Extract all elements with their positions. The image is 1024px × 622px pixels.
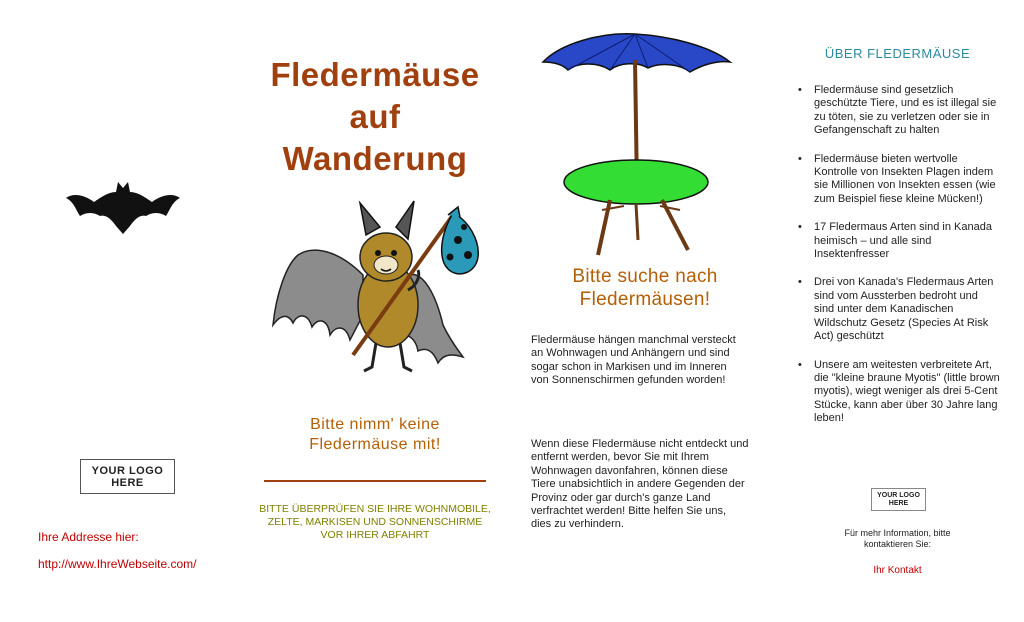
title-line-1: Fledermäuse	[270, 56, 480, 93]
fact-text: Drei von Kanada's Fledermaus Arten sind vom Aussterben bedroht und sind unter dem Kanadischen Wildschutz Gesetz (Species At Risk Act) geschützt	[814, 276, 994, 343]
logo-line-1: YOUR LOGO	[877, 491, 920, 499]
traveling-bat-illustration	[268, 195, 488, 380]
about-heading: ÜBER FLEDERMÄUSE	[824, 46, 971, 61]
bullet: •	[798, 221, 802, 234]
address-label: Ihre Addresse hier:	[38, 530, 139, 544]
contact-link[interactable]: Ihr Kontakt	[873, 565, 922, 576]
search-heading-line-2: Fledermäusen!	[579, 289, 711, 310]
logo-placeholder-small	[871, 488, 926, 511]
logo-line-2: HERE	[888, 499, 909, 507]
check-notice-line-2: ZELTE, MARKISEN UND SONNENSCHIRME	[267, 516, 483, 528]
paragraph-relocation: Wenn diese Fledermäuse nicht entdeckt und entfernt werden, bevor Sie mit Ihrem Wohnwagen davonfahren, können diese Tiere unabsichtlich in andere Gegenden der Provinz oder gar durch's ganze Land verfrachtet werden! Bitte helfen Sie uns, dies zu verhindern.	[531, 438, 749, 531]
logo-line-2: HERE	[111, 476, 144, 489]
paragraph-hiding-spots: Fledermäuse hängen manchmal versteckt an Wohnwagen und Anhängern und sind sogar schon in Markisen und im Inneren von Sonnenschirmen gefunden worden!	[531, 334, 736, 387]
logo-placeholder	[80, 459, 175, 494]
fact-text: Unsere am weitesten verbreitete Art, die "kleine braune Myotis" (little brown myotis), wiegt weniger als drei 5-Cent Stücke, kann aber über 30 Jahre lang leben!	[814, 358, 1000, 425]
fact-text: 17 Fledermaus Arten sind in Kanada heimisch – und alle sind Insektenfresser	[814, 221, 992, 261]
bullet: •	[798, 358, 802, 371]
title-line-3: Wanderung	[282, 140, 468, 177]
facts-list	[796, 84, 1001, 441]
take-none-message	[260, 415, 490, 455]
list-item	[796, 359, 1001, 426]
check-notice	[258, 503, 492, 542]
list-item	[796, 221, 1001, 261]
more-info-text: Für mehr Information, bitte kontaktieren Sie:	[844, 528, 951, 549]
bat-silhouette-icon	[64, 180, 182, 236]
list-item	[796, 276, 1001, 343]
logo-line-1: YOUR LOGO	[91, 464, 164, 477]
bullet: •	[798, 84, 802, 96]
list-item	[796, 153, 1001, 207]
check-notice-line-3: VOR IHRER ABFAHRT	[320, 529, 430, 541]
check-notice-line-1: BITTE ÜBERPRÜFEN SIE IHRE WOHNMOBILE,	[259, 503, 491, 515]
bullet: •	[798, 276, 802, 289]
website-link[interactable]: http://www.IhreWebseite.com/	[38, 557, 197, 571]
bullet: •	[798, 152, 802, 165]
list-item	[796, 84, 1001, 138]
page-title	[250, 54, 500, 180]
fact-text: Fledermäuse bieten wertvolle Kontrolle von Insekten Plagen indem sie Millionen von Insekten essen (wie zum Beispiel fiese kleine Mücken!)	[814, 152, 996, 205]
take-none-line-2: Fledermäuse mit!	[309, 436, 441, 453]
umbrella-table-illustration	[540, 30, 735, 260]
title-line-2: auf	[349, 98, 401, 135]
take-none-line-1: Bitte nimm' keine	[310, 416, 440, 433]
section-divider	[264, 480, 486, 482]
search-heading-line-1: Bitte suche nach	[572, 266, 718, 287]
search-heading	[530, 265, 760, 311]
fact-text: Fledermäuse sind gesetzlich geschützte Tiere, und es ist illegal sie zu töten, sie zu verletzen oder sie in Gefangenschaft zu halten	[814, 84, 997, 137]
